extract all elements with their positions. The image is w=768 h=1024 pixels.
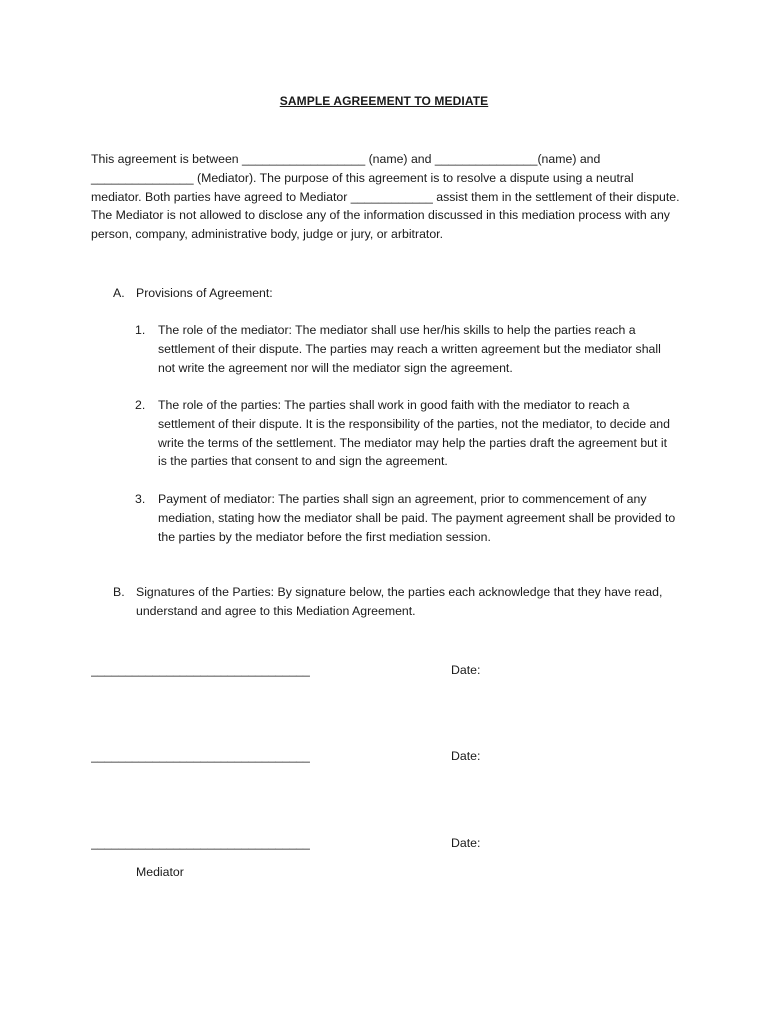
section-a-letter: A. — [113, 286, 125, 300]
mediator-label: Mediator — [136, 865, 184, 879]
intro-paragraph: This agreement is between __________________ (name) and _______________(name) and _______________ (Mediator). The purpose of this agreement is to resolve a dispute using a neutral mediator. Both parties have agreed to Mediator ____________ assist them in the settlement of their dispute. The Mediator is not allowed to disclose any of the information discussed in this mediation process with any person, company, administrative body, judge or jury, or arbitrator. — [91, 152, 680, 242]
section-a-heading — [113, 284, 673, 304]
date-label-3: Date: — [451, 836, 481, 850]
section-b-letter: B. — [113, 585, 125, 599]
section-b-heading — [113, 583, 673, 623]
section-b-text: Signatures of the Parties: By signature below, the parties each acknowledge that they have read, understand and agree to this Mediation Agreement. — [136, 585, 663, 618]
section-a-title: Provisions of Agreement: — [136, 286, 273, 300]
provision-number: 1. — [135, 323, 146, 337]
signature-line-1: ________________________________ — [91, 663, 310, 677]
document-title: SAMPLE AGREEMENT TO MEDIATE — [279, 94, 489, 108]
provision-text: The role of the mediator: The mediator shall use her/his skills to help the parties reach a settlement of their dispute. The parties may reach a written agreement but the mediator shall not write the agreement nor will the mediator sign the agreement. — [158, 323, 661, 375]
date-label-1: Date: — [451, 663, 481, 677]
date-label-2: Date: — [451, 749, 481, 763]
provision-item-3 — [135, 490, 675, 550]
signature-line-2: ________________________________ — [91, 749, 310, 763]
provision-number: 2. — [135, 398, 146, 412]
provision-item-2 — [135, 396, 675, 476]
provision-text: Payment of mediator: The parties shall sign an agreement, prior to commencement of any mediation, stating how the mediator shall be paid. The payment agreement shall be provided to the parties by the mediator before the first mediation session. — [158, 492, 676, 544]
provision-text: The role of the parties: The parties shall work in good faith with the mediator to reach a settlement of their dispute. It is the responsibility of the parties, not the mediator, to decide and write the terms of the settlement. The mediator may help the parties draft the agreement but it is the parties that consent to and sign the agreement. — [158, 398, 670, 469]
provision-item-1 — [135, 321, 675, 381]
signature-line-3: ________________________________ — [91, 836, 310, 850]
provision-number: 3. — [135, 492, 146, 506]
